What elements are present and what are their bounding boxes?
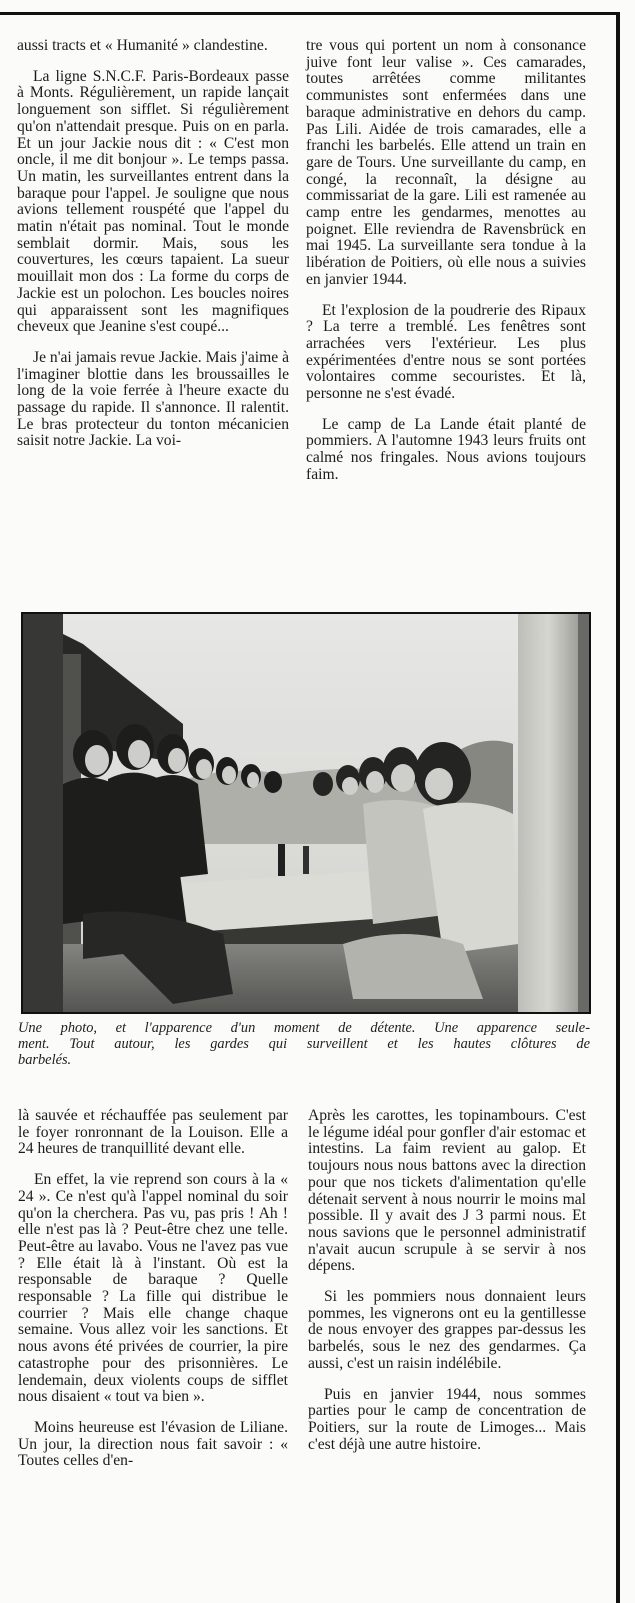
- paragraph: là sauvée et réchauffée pas seulement par le foyer ronronnant de la Louison. Elle a 24 heures de tranquillité devant elle.: [18, 1107, 288, 1158]
- caption-line: Une photo, et l'apparence d'un moment de détente. Une apparence seule-: [18, 1020, 590, 1036]
- group-photo: [21, 612, 591, 1014]
- article-column-top-right: [306, 38, 586, 498]
- paragraph: La ligne S.N.C.F. Paris-Bordeaux passe à Monts. Régulièrement, un rapide lançait longuement son sifflet. Si régulièrement qu'on n'attendait presque. Puis on en parla. Et un jour Jackie nous dit : « C'est mon oncle, il me dit bonjour ». Le temps passa. Un matin, les surveillantes entrent dans la baraque pour l'appel. Je souligne que nous avions tellement rouspété que l'appel du matin n'était pas nominal. Tout le monde semblait dormir. Mais, sous les couvertures, les cœurs tapaient. La sueur mouillait mon dos : La forme du corps de Jackie est un polochon. Les boucles noires qui apparaissent sont les magnifiques cheveux que Jeanine s'est coupé...: [17, 67, 289, 336]
- photo-caption: [18, 1020, 590, 1068]
- paragraph: tre vous qui portent un nom à consonance juive font leur valise ». Ces camarades, toutes arrêtées comme militantes communistes sont enfermées dans une baraque administrative en dehors du camp. Pas Lili. Aidée de trois camarades, elle a franchi les barbelés. Elle attend un train en gare de Tours. Une surveillante du camp, en congé, la reconnaît, la désigne au commissariat de la gare. Lili est ramenée au camp entre les gendarmes, menottes au poignet. Elle reviendra de Ravensbrück en mai 1945. La surveillante sera tondue à la libération de Poitiers, où elle nous a suivies en janvier 1944.: [306, 37, 586, 288]
- article-column-bottom-right: [308, 1108, 586, 1467]
- paragraph: En effet, la vie reprend son cours à la « 24 ». Ce n'est qu'à l'appel nominal du soir qu'on la cherchera. Pas vu, pas pris ! Ah ! elle n'est pas là ? Peut-être chez une telle. Peut-être au lavabo. Vous ne l'avez pas vue ? Elle était là à l'instant. Où est la responsable de baraque ? Quelle responsable ? La fille qui distribue le courrier ? Mais elle change chaque semaine. Vous allez voir les sanctions. Et nous avons été privées de courrier, la pire catastrophe pour des prisonnières. Le lendemain, deux violents coups de sifflet nous disaient « tout va bien ».: [18, 1171, 288, 1406]
- paragraph: Si les pommiers nous donnaient leurs pommes, les vignerons ont eu la gentillesse de nous envoyer des grappes par-dessus les barbelés, sous le nez des gendarmes. Ça aussi, c'est un raisin indélébile.: [308, 1288, 586, 1372]
- caption-line: ment. Tout autour, les gardes qui surveillent et les hautes clôtures de: [18, 1036, 590, 1052]
- article-column-bottom-left: [18, 1108, 288, 1484]
- paragraph: Puis en janvier 1944, nous sommes parties pour le camp de concentration de Poitiers, sur la route de Limoges... Mais c'est déjà une autre histoire.: [308, 1385, 586, 1453]
- paragraph: Et l'explosion de la poudrerie des Ripaux ? La terre a tremblé. Les fenêtres sont arrachées vers l'extérieur. Les plus expérimentées d'entre nous se sont portées volontaires comme secouristes. Et là, personne ne s'est évadé.: [306, 301, 586, 403]
- paragraph: Moins heureuse est l'évasion de Liliane. Un jour, la direction nous fait savoir : « Toutes celles d'en-: [18, 1418, 288, 1470]
- paragraph: aussi tracts et « Humanité » clandestine.: [17, 37, 268, 54]
- paragraph: Le camp de La Lande était planté de pommiers. A l'automne 1943 leurs fruits ont calmé nos fringales. Nous avions toujours faim.: [306, 415, 586, 483]
- paragraph: Je n'ai jamais revue Jackie. Mais j'aime à l'imaginer blottie dans les broussailles le long de la voie ferrée à l'heure exacte du passage du rapide. Il s'annonce. Il ralentit. Le bras protecteur du tonton mécanicien saisit notre Jackie. La voi-: [17, 348, 289, 450]
- paragraph: Après les carottes, les topinambours. C'est le légume idéal pour gonfler d'air estomac et intestins. La faim revient au galop. Et toujours nous nous battons avec la direction pour que nos tickets d'alimentation qu'elle détenait servent à nous nourrir le moins mal possible. Il y avait des J 3 parmi nous. Et nous savions que le personnel administratif n'avait aucun scrupule à se servir à nos dépens.: [308, 1107, 586, 1275]
- article-column-top-left: [17, 38, 289, 464]
- caption-line: barbelés.: [18, 1052, 72, 1068]
